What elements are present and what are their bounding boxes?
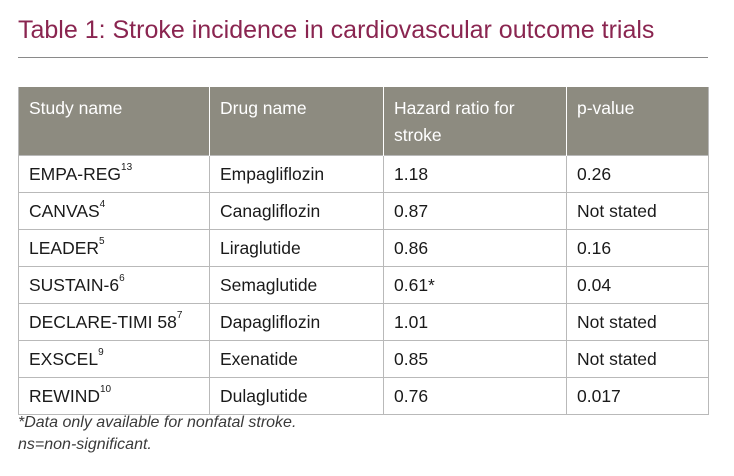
table-row — [19, 304, 709, 341]
header-hazard-ratio: Hazard ratio for stroke — [384, 87, 567, 156]
reference-number: 10 — [99, 384, 112, 396]
table-row — [19, 193, 709, 230]
study-name: EXSCEL — [29, 349, 99, 369]
study-cell — [19, 267, 210, 304]
p-value-cell: Not stated — [567, 304, 709, 341]
title-divider — [18, 57, 708, 58]
p-value-cell: 0.04 — [567, 267, 709, 304]
header-drug-name: Drug name — [210, 87, 384, 156]
hazard-ratio-cell: 0.61* — [384, 267, 567, 304]
drug-cell: Liraglutide — [210, 230, 384, 267]
study-cell — [19, 378, 210, 415]
reference-number: 7 — [176, 310, 183, 322]
table-title: Table 1: Stroke incidence in cardiovascular outcome trials — [18, 16, 655, 44]
study-name: DECLARE-TIMI 58 — [29, 312, 177, 332]
table-footnotes — [18, 412, 296, 456]
hazard-ratio-cell: 1.18 — [384, 156, 567, 193]
drug-cell: Semaglutide — [210, 267, 384, 304]
table-row — [19, 378, 709, 415]
drug-cell: Dulaglutide — [210, 378, 384, 415]
table-row — [19, 230, 709, 267]
hazard-ratio-cell: 0.87 — [384, 193, 567, 230]
table-row — [19, 156, 709, 193]
p-value-cell: Not stated — [567, 341, 709, 378]
table-row — [19, 341, 709, 378]
reference-number: 6 — [119, 273, 125, 285]
p-value-cell: 0.017 — [567, 378, 709, 415]
hazard-ratio-cell: 0.86 — [384, 230, 567, 267]
reference-number: 13 — [121, 162, 133, 174]
study-name: EMPA-REG — [29, 164, 122, 184]
study-cell — [19, 193, 210, 230]
study-name: SUSTAIN-6 — [29, 275, 120, 295]
drug-cell: Dapagliflozin — [210, 304, 384, 341]
study-name: LEADER — [29, 238, 100, 258]
stroke-incidence-table — [18, 87, 709, 415]
study-cell — [19, 341, 210, 378]
p-value-cell: Not stated — [567, 193, 709, 230]
reference-number: 9 — [98, 347, 104, 359]
study-cell — [19, 304, 210, 341]
header-p-value: p-value — [567, 87, 709, 156]
hazard-ratio-cell: 0.76 — [384, 378, 567, 415]
p-value-cell: 0.16 — [567, 230, 709, 267]
study-cell — [19, 230, 210, 267]
study-name: CANVAS — [29, 201, 100, 221]
study-name: REWIND — [29, 386, 100, 406]
drug-cell: Empagliflozin — [210, 156, 384, 193]
footnote-ns: ns=non-significant. — [18, 436, 152, 453]
hazard-ratio-cell: 0.85 — [384, 341, 567, 378]
table-header-row — [19, 87, 709, 156]
header-study-name: Study name — [19, 87, 210, 156]
hazard-ratio-cell: 1.01 — [384, 304, 567, 341]
p-value-cell: 0.26 — [567, 156, 709, 193]
table-row — [19, 267, 709, 304]
reference-number: 4 — [99, 199, 106, 211]
drug-cell: Exenatide — [210, 341, 384, 378]
reference-number: 5 — [99, 236, 105, 248]
drug-cell: Canagliflozin — [210, 193, 384, 230]
footnote-nonfatal: *Data only available for nonfatal stroke. — [18, 414, 297, 431]
study-cell — [19, 156, 210, 193]
